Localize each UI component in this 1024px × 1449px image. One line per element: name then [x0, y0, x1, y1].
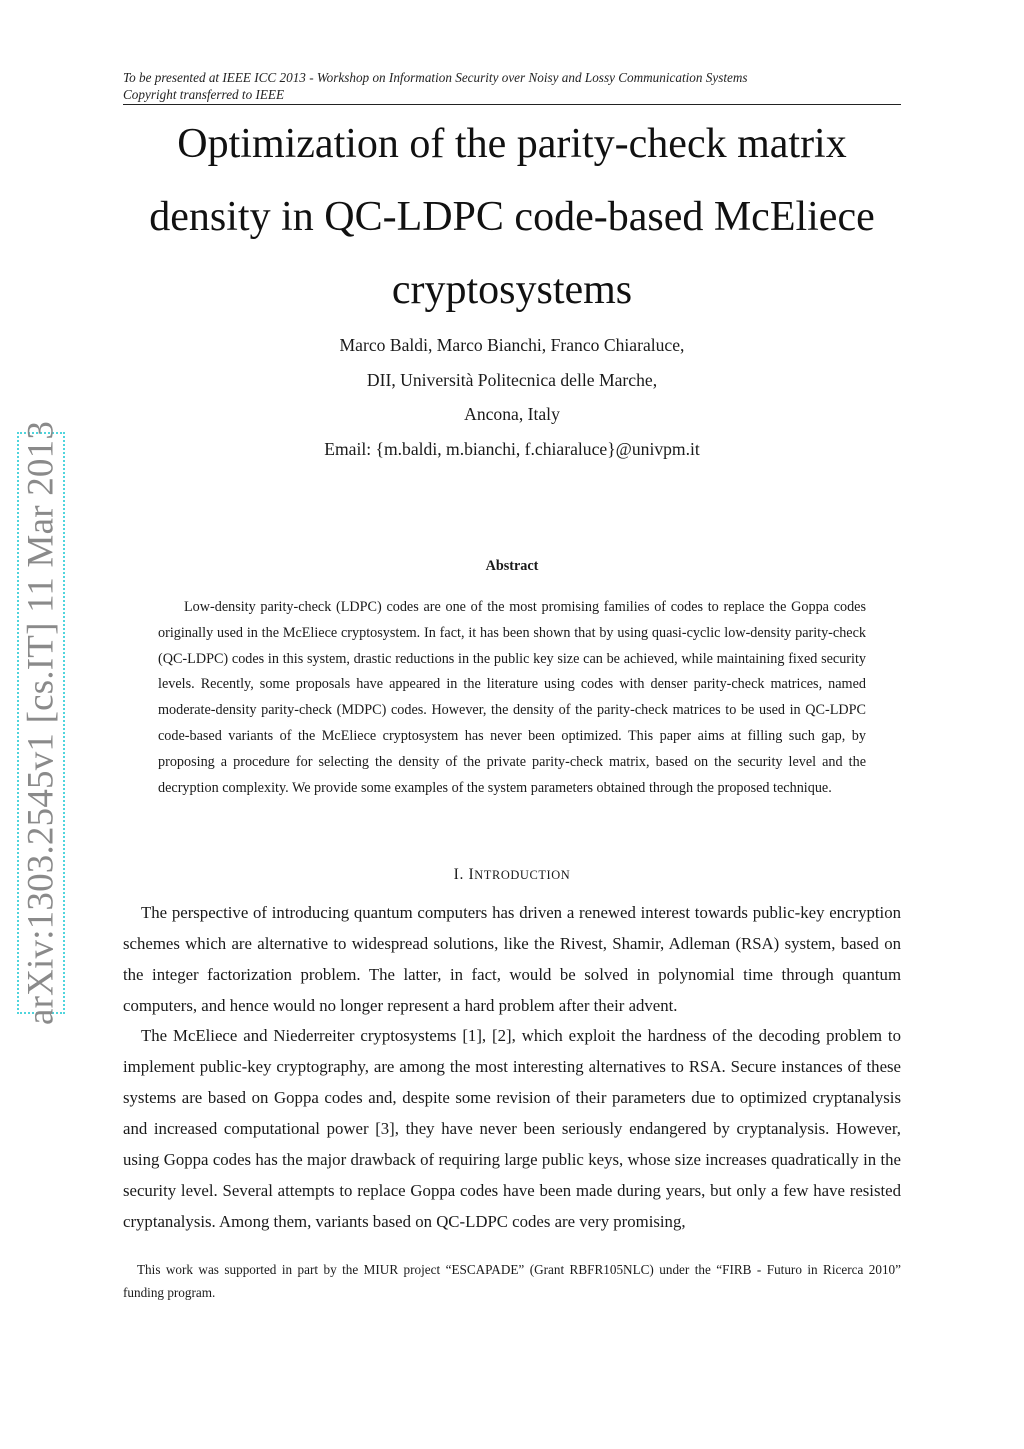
header-rule — [123, 104, 901, 105]
arxiv-stamp — [17, 420, 65, 1026]
abstract-text: Low-density parity-check (LDPC) codes are one of the most promising families of codes to replace the Goppa codes originally used in the McEliece cryptosystem. In fact, it has been shown that by using quasi-cyclic low-density parity-check (QC-LDPC) codes in this system, drastic reductions in the public key size can be achieved, while maintaining fixed security levels. Recently, some proposals have appeared in the literature using codes with denser parity-check matrices, named moderate-density parity-check (MDPC) codes. However, the density of the parity-check matrices to be used in QC-LDPC code-based variants of the McEliece cryptosystem has never been optimized. This paper aims at filling such gap, by proposing a procedure for selecting the density of the private parity-check matrix, based on the security level and the decryption complexity. We provide some examples of the system parameters obtained through the proposed technique. — [158, 599, 866, 796]
copyright-line: Copyright transferred to IEEE — [123, 87, 285, 102]
funding-footnote: This work was supported in part by the MIUR project “ESCAPADE” (Grant RBFR105NLC) under the “FIRB - Futuro in Ricerca 2010” funding program. — [123, 1262, 901, 1300]
venue-header — [123, 69, 901, 103]
section-number: I. — [453, 866, 464, 883]
author-names: Marco Baldi, Marco Bianchi, Franco Chiaraluce, — [339, 335, 685, 355]
author-block — [123, 328, 901, 466]
section-heading — [123, 864, 901, 886]
venue-line: To be presented at IEEE ICC 2013 - Workshop on Information Security over Noisy and Lossy Communication Systems — [123, 70, 748, 85]
author-location: Ancona, Italy — [464, 404, 560, 424]
author-affiliation: DII, Università Politecnica delle Marche, — [366, 369, 658, 390]
title-line: Optimization of the parity-check matrix — [177, 121, 847, 167]
abstract-heading: Abstract — [485, 558, 539, 574]
section-title-initial: I — [468, 866, 475, 883]
title-line: density in QC-LDPC code-based McEliece — [149, 194, 875, 240]
arxiv-identifier: arXiv:1303.2545v1 [cs.IT] 11 Mar 2013 — [20, 420, 62, 1026]
title-line: cryptosystems — [391, 267, 633, 313]
paper-title — [123, 108, 901, 327]
body-paragraph: The McEliece and Niederreiter cryptosystems [1], [2], which exploit the hardness of the decoding problem to implement public-key cryptography, are among the most interesting alternatives to RSA. Secure instances of these systems are based on Goppa codes and, despite some revision of their parameters due to optimized cryptanalysis and increased computational power [3], they have never been seriously endangered by cryptanalysis. However, using Goppa codes has the major drawback of requiring large public keys, whose size increases quadratically in the security level. Several attempts to replace Goppa codes have been made during years, but only a few have resisted cryptanalysis. Among them, variants based on QC-LDPC codes are very promising, — [123, 1026, 901, 1231]
author-email: Email: {m.baldi, m.bianchi, f.chiaraluce}@univpm.it — [324, 438, 700, 459]
section-title-rest: NTRODUCTION — [474, 868, 571, 882]
body-paragraph: The perspective of introducing quantum computers has driven a renewed interest towards public-key encryption schemes which are alternative to widespread solutions, like the Rivest, Shamir, Adleman (RSA) system, based on the integer factorization problem. The latter, in fact, would be solved in polynomial time through quantum computers, and hence would no longer represent a hard problem after their advent. — [123, 903, 901, 1015]
